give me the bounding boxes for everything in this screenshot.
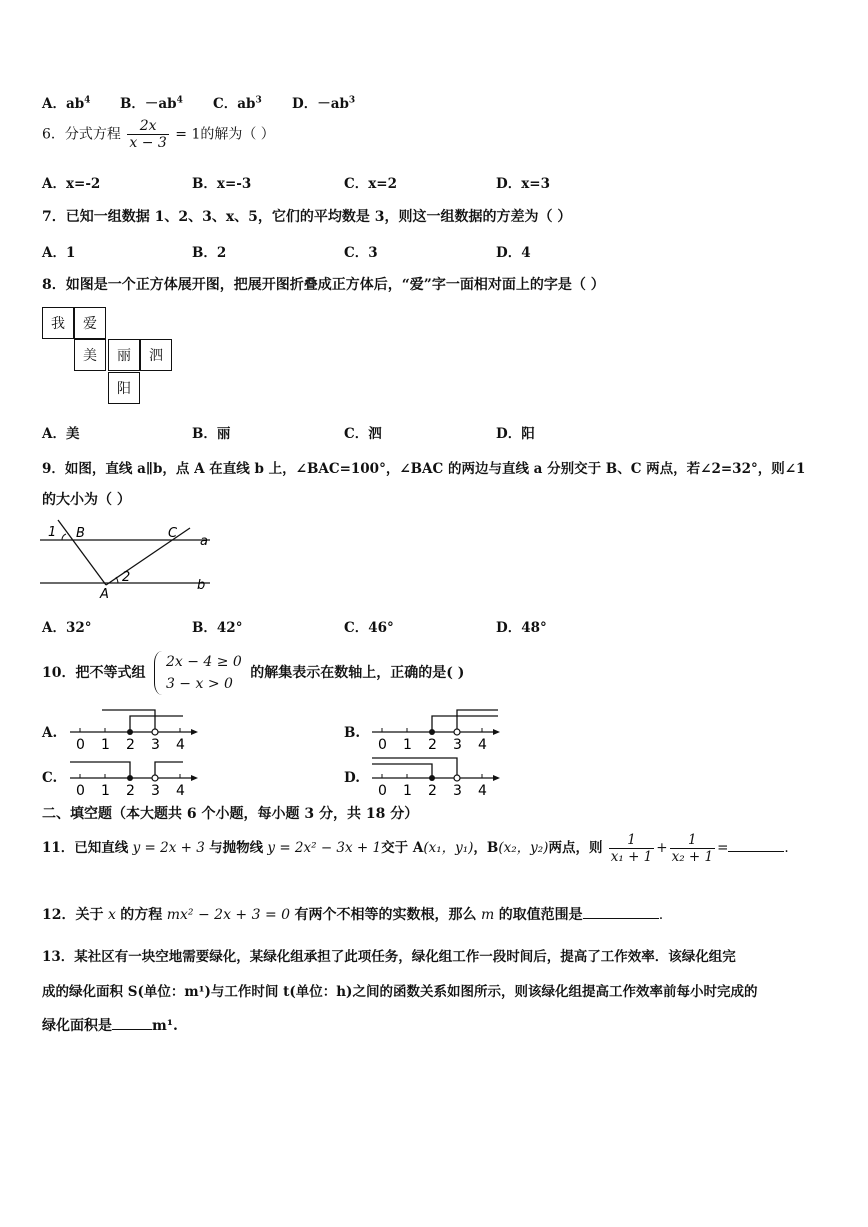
angle-1-arc: [62, 534, 66, 540]
q5-a-sup: 4: [84, 95, 91, 106]
nl-d-tick-0: 0: [378, 783, 387, 798]
q5-c-letter: C．: [213, 96, 238, 112]
label-C: C: [168, 526, 178, 541]
q6-fraction: [127, 118, 168, 151]
cube-cell-li: 丽: [108, 339, 140, 371]
number-line-c: [66, 752, 206, 798]
q11-parabola-eq: y = 2x² − 3x + 1: [267, 840, 382, 856]
q11-f1-num: 1: [609, 832, 655, 849]
q12-suffix: 的取值范围是: [498, 907, 583, 923]
cube-cell-ai: 爱: [74, 307, 106, 339]
q11-stem: [42, 832, 789, 865]
q12-stem: [42, 904, 663, 924]
q6-option-d: D．x=3: [496, 176, 550, 192]
q6-frac-den: x − 3: [129, 135, 167, 151]
q6-option-b: B．x=-3: [192, 176, 252, 192]
nl-d-tick-3: 3: [453, 783, 462, 798]
q6-stem: [42, 118, 275, 151]
q6-option-c: C．x=2: [344, 176, 397, 192]
q5-c-sup: 3: [255, 95, 262, 106]
q10-eq1: 2x − 4 ≥ 0: [165, 654, 242, 670]
q13-line3: [42, 1015, 178, 1035]
cube-cell-si: 泗: [140, 339, 172, 371]
q8-option-a: A．美: [42, 426, 80, 442]
q11-line-eq: y = 2x + 3: [132, 840, 205, 856]
nl-c-tick-0: 0: [76, 783, 85, 798]
q11-f2-den: x₂ + 1: [671, 849, 714, 865]
label-a: a: [200, 534, 208, 549]
q12-prefix: 12．关于: [42, 907, 104, 923]
q11-mid3: ，B: [473, 840, 499, 856]
q5-option-a: [42, 92, 90, 112]
nl-d-tick-4: 4: [478, 783, 487, 798]
q12-x: x: [107, 907, 116, 923]
q13-line1: 13．某社区有一块空地需要绿化，某绿化组承担了此项任务，绿化组工作一段时间后，提高了工作效率．该绿化组完: [42, 949, 736, 965]
q8-option-b: B．丽: [192, 426, 231, 442]
q10-brace: [154, 651, 163, 695]
q6-prefix: 6．分式方程: [42, 126, 121, 143]
q5-option-d: [292, 92, 355, 112]
label-b: b: [197, 578, 206, 593]
cube-cell-mei: 美: [74, 339, 106, 371]
number-line-b: [368, 706, 508, 752]
q11-prefix: 11．已知直线: [42, 840, 129, 856]
q6-suffix: 的解为（ ）: [200, 126, 275, 143]
nl-a-tick-3: 3: [151, 737, 160, 752]
q10-option-b-letter: B.: [344, 725, 361, 741]
q7-option-b: B．2: [192, 245, 227, 261]
q11-answer-blank[interactable]: [728, 851, 784, 852]
q10-stem: [42, 651, 464, 695]
q9-option-a: A．32°: [42, 620, 92, 636]
q5-c-text: ab: [237, 96, 256, 112]
angle-2-arc: [116, 577, 118, 583]
q11-f1-den: x₁ + 1: [610, 849, 653, 865]
q12-mid2: 有两个不相等的实数根，那么: [294, 907, 477, 923]
q10-prefix: 10．把不等式组: [42, 665, 146, 681]
q6-option-a: A．x=-2: [42, 176, 101, 192]
q11-mid1: 与抛物线: [209, 840, 264, 856]
q11-mid4: 两点，则: [548, 840, 603, 856]
q12-m: m: [480, 907, 495, 923]
q10-eq2: 3 − x > 0: [165, 676, 233, 692]
number-line-a: [66, 706, 206, 752]
q5-b-text: －ab: [144, 96, 177, 112]
nl-a-tick-2: 2: [126, 737, 135, 752]
cube-cell-yang: 阳: [108, 372, 140, 404]
q11-mid2: 交于 A: [381, 840, 424, 856]
q13-line3-prefix: 绿化面积是: [42, 1018, 112, 1034]
q11-fraction-1: [609, 832, 655, 865]
nl-a-tick-4: 4: [176, 737, 185, 752]
segment-ac: [106, 528, 190, 585]
q6-frac-num: 2x: [127, 118, 168, 135]
q11-equals: =: [717, 840, 729, 856]
q10-inequality-system: [154, 651, 242, 695]
cube-cell-wo: 我: [42, 307, 74, 339]
q8-option-d: D．阳: [496, 426, 535, 442]
q7-option-d: D．4: [496, 245, 531, 261]
nl-b-tick-4: 4: [478, 737, 487, 752]
parallel-lines-figure: [40, 518, 215, 603]
nl-c-tick-1: 1: [101, 783, 110, 798]
nl-b-tick-2: 2: [428, 737, 437, 752]
q13-line3-suffix: m¹.: [152, 1018, 178, 1034]
q7-option-a: A．1: [42, 245, 76, 261]
q5-b-letter: B．: [120, 96, 145, 112]
nl-b-tick-0: 0: [378, 737, 387, 752]
label-2: 2: [122, 570, 131, 585]
section-2-title: 二、填空题（本大题共 6 个小题，每小题 3 分，共 18 分）: [42, 806, 419, 822]
q5-d-letter: D．: [292, 96, 318, 112]
nl-a-tick-0: 0: [76, 737, 85, 752]
q9-option-d: D．48°: [496, 620, 547, 636]
q9-stem-line1: 9．如图，直线 a∥b，点 A 在直线 b 上，∠BAC=100°，∠BAC 的两边与直线 a 分别交于 B、C 两点，若∠2=32°，则∠1: [42, 461, 806, 477]
nl-a-tick-1: 1: [101, 737, 110, 752]
q10-option-a-letter: A.: [42, 725, 58, 741]
q5-option-b: [120, 92, 183, 112]
q10-option-d-letter: D.: [344, 770, 360, 786]
q10-option-c-letter: C.: [42, 770, 58, 786]
label-A: A: [100, 587, 109, 602]
q12-answer-blank[interactable]: [583, 918, 659, 919]
nl-c-tick-4: 4: [176, 783, 185, 798]
q7-option-c: C．3: [344, 245, 378, 261]
q5-d-sup: 3: [348, 95, 356, 106]
q12-equation: mx² − 2x + 3 = 0: [166, 907, 291, 923]
nl-d-tick-1: 1: [403, 783, 412, 798]
q12-end: .: [658, 907, 664, 923]
q9-stem-line2: 的大小为（ ）: [42, 492, 131, 508]
label-1: 1: [48, 525, 57, 540]
q5-a-text: ab: [65, 96, 85, 112]
q8-stem: 8．如图是一个正方体展开图，把展开图折叠成正方体后，“爱”字一面相对面上的字是（ ）: [42, 277, 605, 293]
q10-suffix: 的解集表示在数轴上，正确的是( ): [250, 665, 465, 681]
nl-d-tick-2: 2: [428, 783, 437, 798]
label-B: B: [76, 526, 85, 541]
q5-d-text: －ab: [317, 96, 349, 112]
q5-option-c: [213, 92, 262, 112]
q11-point-b: (x₂，y₂): [498, 840, 549, 856]
q13-line2: 成的绿化面积 S(单位：m¹)与工作时间 t(单位：h)之间的函数关系如图所示，则该绿化组提高工作效率前每小时完成的: [42, 984, 758, 1000]
q9-option-c: C．46°: [344, 620, 394, 636]
q12-mid1: 的方程: [120, 907, 163, 923]
q7-stem: 7．已知一组数据 1、2、3、x、5，它们的平均数是 3，则这一组数据的方差为（ ）: [42, 209, 572, 225]
number-line-d: [368, 752, 508, 798]
q8-option-c: C．泗: [344, 426, 382, 442]
nl-b-tick-3: 3: [453, 737, 462, 752]
q11-f2-num: 1: [670, 832, 716, 849]
q5-b-sup: 4: [176, 95, 183, 106]
nl-c-tick-3: 3: [151, 783, 160, 798]
nl-b-tick-1: 1: [403, 737, 412, 752]
q6-eq-tail: = 1: [175, 126, 201, 143]
q5-a-letter: A．: [42, 96, 66, 112]
q11-end: .: [784, 840, 789, 856]
q11-point-a: (x₁，y₁): [423, 840, 474, 856]
q9-option-b: B．42°: [192, 620, 243, 636]
q11-plus: +: [656, 840, 668, 856]
q11-fraction-2: [670, 832, 716, 865]
q13-answer-blank[interactable]: [112, 1029, 152, 1030]
nl-c-tick-2: 2: [126, 783, 135, 798]
